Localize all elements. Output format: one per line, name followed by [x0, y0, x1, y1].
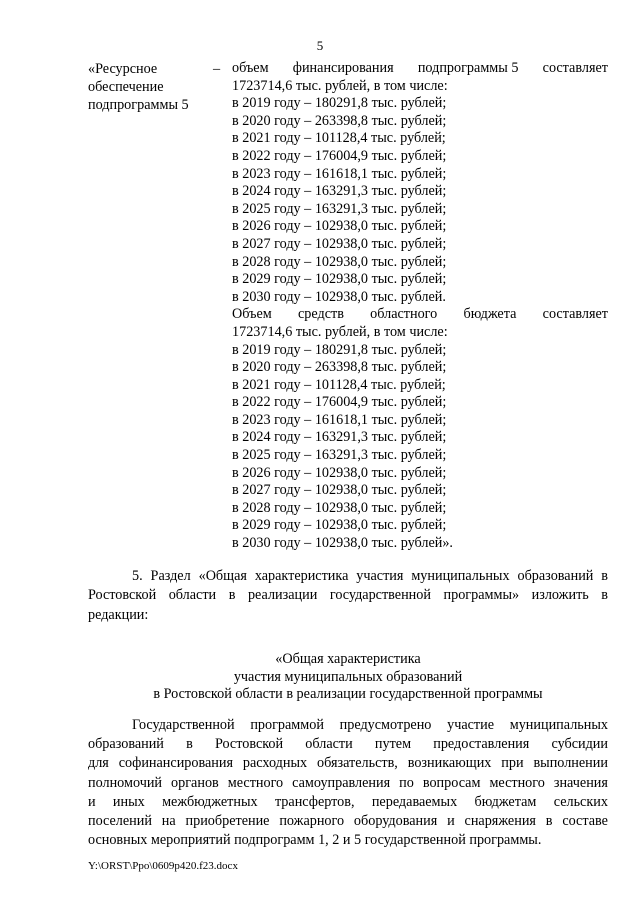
- regional-year-line: в 2028 году – 102938,0 тыс. рублей;: [232, 499, 447, 516]
- year-line: в 2019 году – 180291,8 тыс. рублей;: [232, 95, 447, 112]
- body-line: [88, 774, 608, 793]
- regional-year-line: в 2023 году – 161618,1 тыс. рублей;: [232, 411, 447, 428]
- regional-year-line: в 2029 году – 102938,0 тыс. рублей;: [232, 517, 447, 534]
- resource-values: [232, 60, 608, 553]
- word: передаваемых: [371, 793, 458, 810]
- section-5-text: 5. Раздел «Общая характеристика участия муниципальных образований в Ростовской области в реализации государственной программы» изложить в редакции:: [88, 568, 608, 623]
- body-line: [88, 793, 608, 812]
- word: сельских: [553, 793, 608, 810]
- body-line: [88, 716, 608, 735]
- regional-year-line: в 2026 году – 102938,0 тыс. рублей;: [232, 464, 447, 481]
- word: в: [545, 813, 553, 830]
- word: Объем: [232, 306, 272, 323]
- word: обязательств,: [317, 755, 398, 772]
- year-line: в 2026 году – 102938,0 тыс. рублей;: [232, 218, 447, 235]
- body-line: [88, 812, 608, 831]
- resource-label-line: обеспечение: [88, 79, 164, 96]
- regional-budget-amount: 1723714,6 тыс. рублей, в том числе:: [232, 323, 448, 340]
- word: муниципальных: [509, 717, 608, 733]
- word: предусмотрено: [339, 717, 432, 733]
- word: и: [88, 793, 96, 810]
- heading-line: «Общая характеристика: [275, 651, 421, 667]
- regional-year-line: в 2030 году – 102938,0 тыс. рублей».: [232, 535, 453, 552]
- word: средств: [297, 306, 344, 323]
- word: области: [305, 736, 353, 753]
- word: областного: [370, 306, 438, 323]
- year-line: в 2020 году – 263398,8 тыс. рублей;: [232, 112, 447, 129]
- resource-label-line: «Ресурсное: [88, 61, 158, 77]
- regional-budget-line: [232, 306, 608, 324]
- total-financing-line: [232, 60, 608, 78]
- year-line: в 2025 году – 163291,3 тыс. рублей;: [232, 200, 447, 217]
- regional-year-line: в 2027 году – 102938,0 тыс. рублей;: [232, 482, 447, 499]
- year-line: в 2030 году – 102938,0 тыс. рублей.: [232, 288, 446, 305]
- regional-year-line: в 2021 году – 101128,4 тыс. рублей;: [232, 376, 446, 393]
- section-5-paragraph: [88, 567, 608, 625]
- year-line: в 2022 году – 176004,9 тыс. рублей;: [232, 147, 447, 164]
- body-line: [88, 735, 608, 754]
- word: трансфертов,: [274, 793, 355, 810]
- word: бюджета: [463, 306, 517, 323]
- year-line: в 2021 году – 101128,4 тыс. рублей;: [232, 130, 446, 147]
- word: составляет: [542, 60, 608, 76]
- word: составе: [562, 813, 608, 830]
- word: бюджетам: [474, 793, 537, 810]
- regional-year-line: в 2022 году – 176004,9 тыс. рублей;: [232, 394, 447, 411]
- year-line: в 2024 году – 163291,3 тыс. рублей;: [232, 183, 447, 200]
- word: программой: [250, 717, 324, 733]
- year-line: в 2023 году – 161618,1 тыс. рублей;: [232, 165, 447, 182]
- word: расходных: [242, 755, 308, 772]
- word: оборудования: [353, 813, 438, 830]
- word: местного: [227, 774, 284, 791]
- word: местного: [489, 774, 545, 791]
- section-heading: [88, 651, 608, 704]
- word: снаряжения: [464, 813, 536, 830]
- year-line: в 2027 году – 102938,0 тыс. рублей;: [232, 235, 447, 252]
- word: в: [186, 736, 193, 753]
- year-line: в 2029 году – 102938,0 тыс. рублей;: [232, 271, 447, 288]
- word: возникающих: [407, 755, 492, 772]
- word: на: [161, 813, 176, 830]
- word: органов: [171, 774, 219, 791]
- word: участие: [447, 717, 495, 733]
- word: субсидии: [551, 736, 608, 753]
- regional-year-line: в 2024 году – 163291,3 тыс. рублей;: [232, 429, 447, 446]
- word: при: [501, 755, 524, 772]
- resource-label: [88, 60, 208, 115]
- heading-line: в Ростовской области в реализации государственной программы: [153, 686, 543, 703]
- word: приобретение: [185, 813, 270, 830]
- total-financing-amount: 1723714,6 тыс. рублей, в том числе:: [232, 77, 448, 94]
- word: по: [399, 774, 414, 791]
- word: иных: [112, 793, 145, 810]
- word: межбюджетных: [162, 793, 258, 810]
- word: составляет: [542, 306, 608, 323]
- word: путем: [374, 736, 412, 753]
- year-line: в 2028 году – 102938,0 тыс. рублей;: [232, 253, 447, 270]
- regional-year-line: в 2020 году – 263398,8 тыс. рублей;: [232, 359, 447, 376]
- page-number: 5: [316, 38, 324, 53]
- word: пожарного: [279, 813, 345, 830]
- word: значения: [553, 774, 608, 791]
- word: самоуправления: [292, 774, 391, 791]
- word: финансирования: [292, 60, 394, 76]
- body-line: основных мероприятий подпрограмм 1, 2 и 5 государственной программы.: [88, 832, 542, 849]
- body-line: [88, 754, 608, 773]
- word: объем: [232, 60, 269, 76]
- word: и: [447, 813, 455, 830]
- word: поселений: [88, 813, 152, 830]
- word: для: [88, 755, 109, 772]
- word: полномочий: [88, 774, 163, 791]
- regional-year-line: в 2019 году – 180291,8 тыс. рублей;: [232, 341, 447, 358]
- resource-dash: –: [213, 61, 221, 77]
- word: софинансирования: [118, 755, 233, 772]
- word: Ростовской: [214, 736, 284, 753]
- body-paragraph: [88, 716, 608, 850]
- word: Государственной: [132, 717, 235, 733]
- word: предоставления: [433, 736, 530, 753]
- resource-label-line: подпрограммы 5: [88, 97, 189, 114]
- word: подпрограммы 5: [417, 60, 519, 76]
- file-path-footer: Y:\ORST\Ppo\0609p420.f23.docx: [88, 860, 238, 872]
- regional-year-line: в 2025 году – 163291,3 тыс. рублей;: [232, 447, 447, 464]
- word: образований: [88, 736, 164, 753]
- word: выполнении: [533, 755, 608, 772]
- word: вопросам: [422, 774, 481, 791]
- heading-line: участия муниципальных образований: [233, 668, 463, 685]
